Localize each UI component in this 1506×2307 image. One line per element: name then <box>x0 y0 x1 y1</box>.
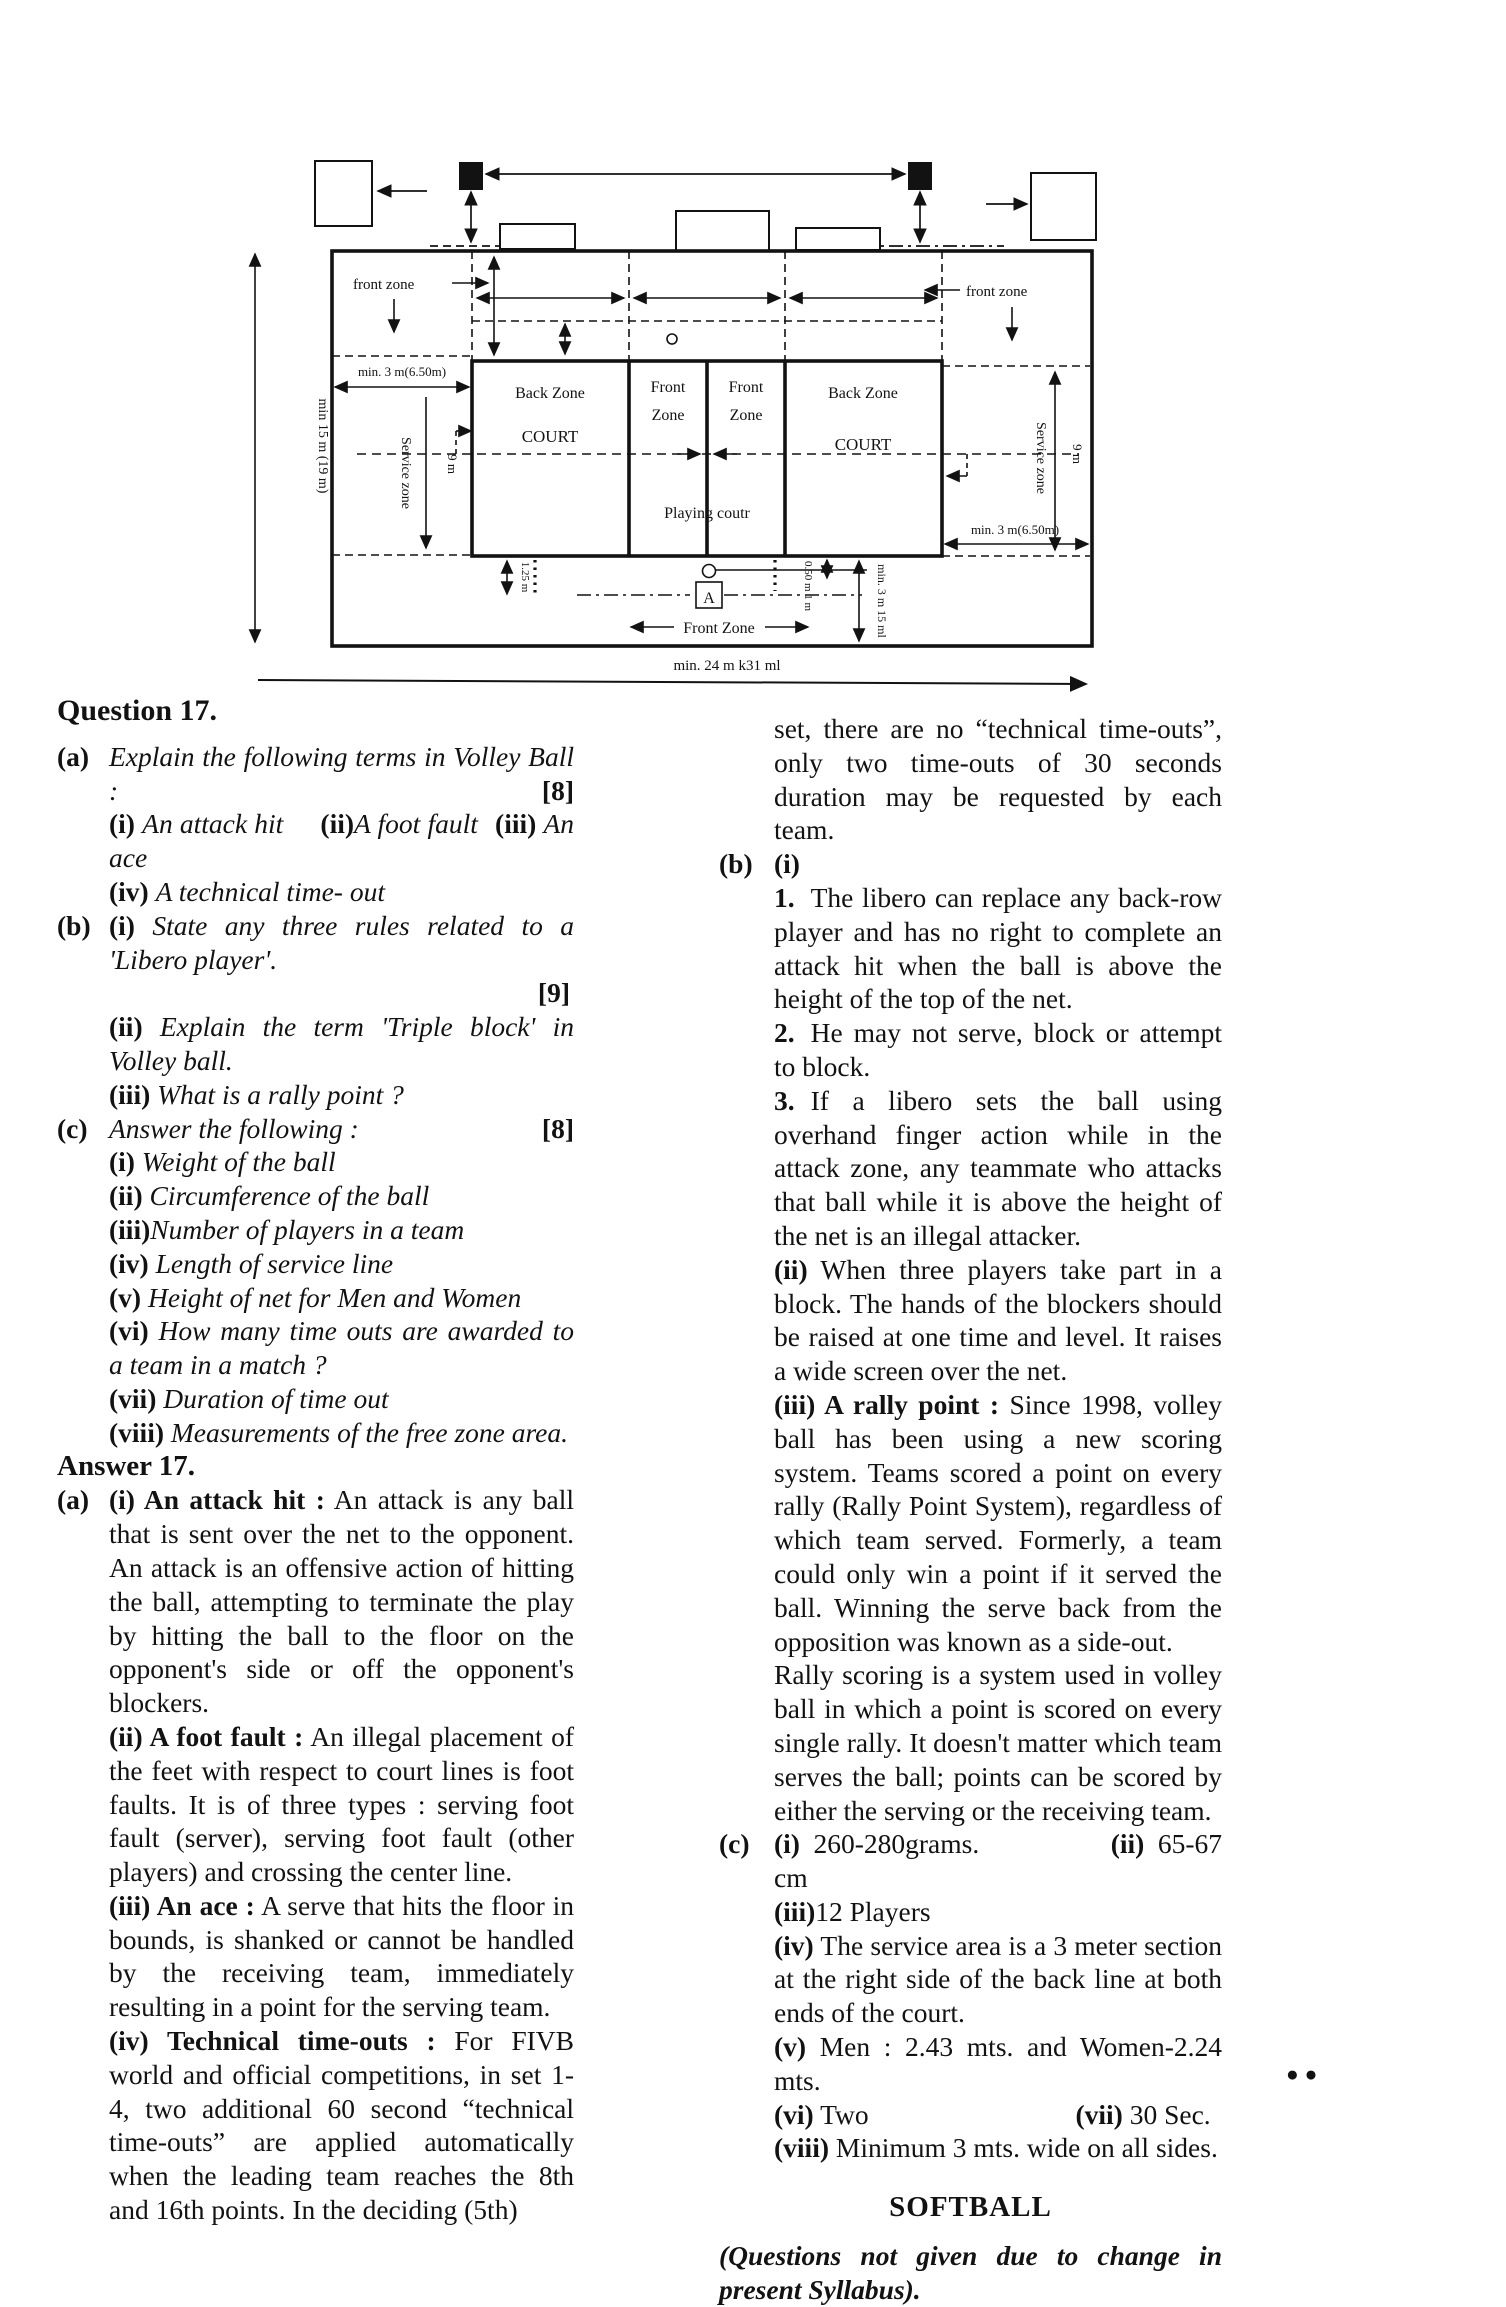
rule-text: If a libero sets the ball using overhand finger action while in the attack zone, any teammate who attacks that ball while it is above the height of the net is an illegal attacker. <box>774 1084 1222 1251</box>
marker-a: (a) <box>57 740 90 772</box>
marker-b: (b) <box>57 909 91 941</box>
marker-c: (c) <box>719 1828 750 1860</box>
list-item <box>109 1247 574 1281</box>
sub-marker: (i) <box>109 808 135 840</box>
list-item <box>109 1382 574 1416</box>
label-front-right-1: Front <box>728 379 764 396</box>
answer-a-iv-continued: set, there are no “technical time-outs”, only two time-outs of 30 seconds duration may be requested by each team. <box>774 713 1222 846</box>
sub-marker: (iii) <box>109 1078 151 1110</box>
answer-c-vi-vii <box>774 2098 1222 2132</box>
label-back-zone-right: Back Zone <box>828 385 898 402</box>
answer-circumference: 65-67 cm <box>774 1828 1222 1894</box>
sub-marker: (iv) <box>774 1929 814 1961</box>
label-front-left-2: Zone <box>651 407 685 424</box>
answer-net-height: Men : 2.43 mts. and Women-2.24 mts. <box>774 2031 1223 2096</box>
sub-marker: (ii) <box>109 1011 143 1043</box>
list-item <box>109 1314 574 1382</box>
label-min-3m-left: min. 3 m(6.50m) <box>357 364 447 379</box>
left-column <box>57 694 574 2227</box>
question-a <box>57 740 574 909</box>
item-text: Height of net for Men and Women <box>147 1281 522 1313</box>
marks-b: [9] <box>537 977 570 1009</box>
rule-number: 2. <box>774 1017 795 1049</box>
marker-b: (b) <box>719 848 753 880</box>
question-c-text: Answer the following : <box>109 1112 359 1144</box>
label-court-right: COURT <box>834 435 892 454</box>
answer-duration: 30 Sec. <box>1129 2098 1211 2130</box>
label-min-3m-right: min. 3 m(6.50m) <box>970 522 1060 537</box>
answer-b-rule-1 <box>719 881 1222 1016</box>
label-front-zone-right: front zone <box>966 284 1028 300</box>
item-text: Measurements of the free zone area. <box>170 1416 569 1448</box>
sub-marker: (vii) <box>109 1382 157 1414</box>
sub-marker: (vi) <box>109 1315 149 1347</box>
bottom-strip-lines <box>258 560 1086 684</box>
answer-body: An illegal placement of the feet with respect to court lines is foot faults. It is of three types : serving foot fault (server), serving foot fault (other players) and crossing the center line. <box>109 1720 574 1888</box>
sub-marker: (v) <box>774 2031 807 2063</box>
answer-heading: Answer 17. <box>57 1449 196 1482</box>
label-service-zone-right: Service zone <box>1033 422 1048 494</box>
label-front-zone-bottom: Front Zone <box>683 620 755 637</box>
sub-marker: (viii) <box>774 2132 829 2164</box>
answer-lead: (iv) Technical time-outs : <box>109 2025 436 2057</box>
label-1-25m: 1.25 m <box>519 561 531 593</box>
label-min-3m-15m: min. 3 m 15 ml <box>875 564 889 638</box>
volleyball-court-diagram <box>222 86 1114 710</box>
label-playing-court: Playing coutr <box>664 505 750 522</box>
question-a-text: Explain the following terms in Volley Ball : <box>109 740 574 806</box>
answer-a-iii <box>109 1889 574 2024</box>
mid-court-dashed-line <box>357 431 1079 476</box>
footer-dots: ●● <box>1286 2062 1324 2086</box>
sub-marker: (v) <box>109 1281 142 1313</box>
sub-marker: (i) <box>774 848 800 880</box>
sub-marker: (ii) <box>774 1253 808 1285</box>
sub-marker: (viii) <box>109 1416 164 1448</box>
term-ace: An ace <box>109 808 575 874</box>
question-b-iii: What is a rally point ? <box>157 1078 404 1110</box>
label-front-zone-left: front zone <box>353 277 415 293</box>
sub-marker: (ii) <box>1110 1828 1145 1860</box>
term-attack-hit: An attack hit <box>142 808 284 840</box>
list-item <box>109 1281 574 1315</box>
label-9m-right: 9 m <box>1070 444 1085 464</box>
answer-c-viii <box>774 2131 1222 2165</box>
label-back-zone-left: Back Zone <box>515 385 585 402</box>
sub-marker: (ii) <box>109 1180 143 1212</box>
answer-body: For FIVB world and official competitions, in set 1-4, two additional 60 second “technical time-outs” are applied automatically when the leading team reaches the 8th and 16th points. In the deciding (5th) <box>109 2025 574 2226</box>
answer-b <box>719 847 1222 881</box>
answer-a-iv <box>109 2024 574 2227</box>
marks-c: [8] <box>541 1112 574 1144</box>
top-benches-and-posts <box>315 161 1096 251</box>
softball-note: (Questions not given due to change in present Syllabus). <box>719 2240 1222 2305</box>
sub-marker: (ii) <box>320 808 355 840</box>
answer-b-rule-2 <box>719 1016 1222 1084</box>
rule-text: The libero can replace any back-row player and has no right to complete an attack hit when the ball is above the height of the top of the net. <box>774 881 1222 1015</box>
rule-number: 1. <box>774 881 795 913</box>
answer-weight: 260-280grams. <box>813 1828 980 1860</box>
question-heading: Question 17. <box>57 694 218 727</box>
answer-a-i <box>109 1483 574 1720</box>
answer-timeouts: Two <box>820 2098 869 2130</box>
label-service-zone-left: Service zone <box>398 437 413 509</box>
label-9m-left: 9 m <box>445 454 460 474</box>
list-item <box>109 1416 574 1450</box>
answer-b-iii-p2: Rally scoring is a system used in volley ball in which a point is scored on every single rally. It doesn't matter which team serves the ball; points can be scored by either the serving or the receiving team. <box>774 1659 1222 1826</box>
answer-body: Since 1998, volley ball has been using a new scoring system. Teams scored a point on every rally (Rally Point System), regardless of which team served. Formerly, a team could only win a point if it served the ball. Winning the serve back from the opposition was known as a side-out. <box>774 1388 1223 1657</box>
right-column <box>719 712 1222 2307</box>
softball-heading: SOFTBALL <box>889 2191 1052 2224</box>
item-text: Length of service line <box>155 1247 394 1279</box>
answer-b-ii <box>719 1253 1222 1388</box>
item-text: Number of players in a team <box>150 1213 465 1245</box>
rule-text: He may not serve, block or attempt to block. <box>774 1017 1222 1082</box>
answer-service-area: The service area is a 3 meter section at the right side of the back line at both ends of the court. <box>774 1929 1222 2029</box>
answer-free-zone: Minimum 3 mts. wide on all sides. <box>835 2132 1218 2164</box>
label-front-right-2: Zone <box>729 407 763 424</box>
item-text: Circumference of the ball <box>149 1180 430 1212</box>
answer-c-iv <box>774 1929 1222 2030</box>
marker-a: (a) <box>57 1484 90 1516</box>
sub-marker: (iii) <box>495 808 537 840</box>
question-b-ii: Explain the term 'Triple block' in Volley ball. <box>109 1011 575 1076</box>
answer-a-ii <box>109 1720 574 1889</box>
sub-marker: (i) <box>109 1146 135 1178</box>
answer-c-i-ii <box>774 1827 1222 1895</box>
marker-c: (c) <box>57 1112 88 1144</box>
answer-body: A serve that hits the floor in bounds, is shanked or cannot be handled by the receiving team, immediately resulting in a point for the serving team. <box>109 1889 575 2023</box>
list-item <box>109 1213 574 1247</box>
label-0-50m: 0.50 m 1 m <box>802 560 814 612</box>
list-item <box>109 1145 574 1179</box>
answer-body: When three players take part in a block. The hands of the blockers should be raised at one time and level. It raises a wide screen over the net. <box>774 1253 1222 1387</box>
answer-lead: (i) An attack hit : <box>109 1484 325 1516</box>
label-min-15m: min 15 m (19 m) <box>315 398 330 494</box>
top-band-lines <box>472 251 942 361</box>
sub-marker: (i) <box>774 1828 800 1860</box>
item-text: How many time outs are awarded to a team in a match ? <box>109 1315 575 1381</box>
question-b <box>57 909 574 1112</box>
answer-b-iii <box>719 1388 1222 1658</box>
term-foot-fault: A foot fault <box>354 808 478 840</box>
question-c <box>57 1112 574 1450</box>
label-min-24m: min. 24 m k31 ml <box>673 658 781 674</box>
label-front-left-1: Front <box>650 379 686 396</box>
sub-marker: (vi) <box>774 2098 814 2130</box>
court-diagram-svg <box>222 86 1114 710</box>
answer-c-v <box>774 2030 1222 2098</box>
answer-lead: (iii) An ace : <box>109 1889 255 1921</box>
term-technical-timeout: A technical time- out <box>155 875 385 907</box>
sub-marker: (iii) <box>109 1213 151 1245</box>
item-text: Weight of the ball <box>141 1146 336 1178</box>
answer-lead: (iii) A rally point : <box>774 1388 1000 1420</box>
label-court-left: COURT <box>521 427 579 446</box>
sub-marker: (vii) <box>1075 2098 1123 2130</box>
answer-body: An attack is any ball that is sent over the net to the opponent. An attack is an offensive action of hitting the ball, attempting to terminate the play by hitting the ball to the floor on the opponent's side or off the opponent's blockers. <box>109 1484 574 1719</box>
rule-number: 3. <box>774 1084 795 1116</box>
answer-c <box>719 1827 1222 2165</box>
item-text: Duration of time out <box>163 1382 389 1414</box>
answer-a <box>57 1483 574 2227</box>
answer-lead: (ii) A foot fault : <box>109 1720 304 1752</box>
sub-marker: (iv) <box>109 875 149 907</box>
marks-a: [8] <box>541 774 574 806</box>
answer-players: 12 Players <box>815 1895 931 1927</box>
answer-c-iii <box>774 1895 1222 1929</box>
list-item <box>109 1179 574 1213</box>
label-post-a: A <box>703 590 715 607</box>
answer-b-rule-3 <box>719 1084 1222 1253</box>
sub-marker: (iii) <box>774 1895 816 1927</box>
sub-marker: (iv) <box>109 1247 149 1279</box>
sub-marker: (i) <box>109 909 135 941</box>
question-b-i: State any three rules related to a 'Libero player'. <box>109 909 574 975</box>
free-zone-boundary <box>332 251 1092 646</box>
